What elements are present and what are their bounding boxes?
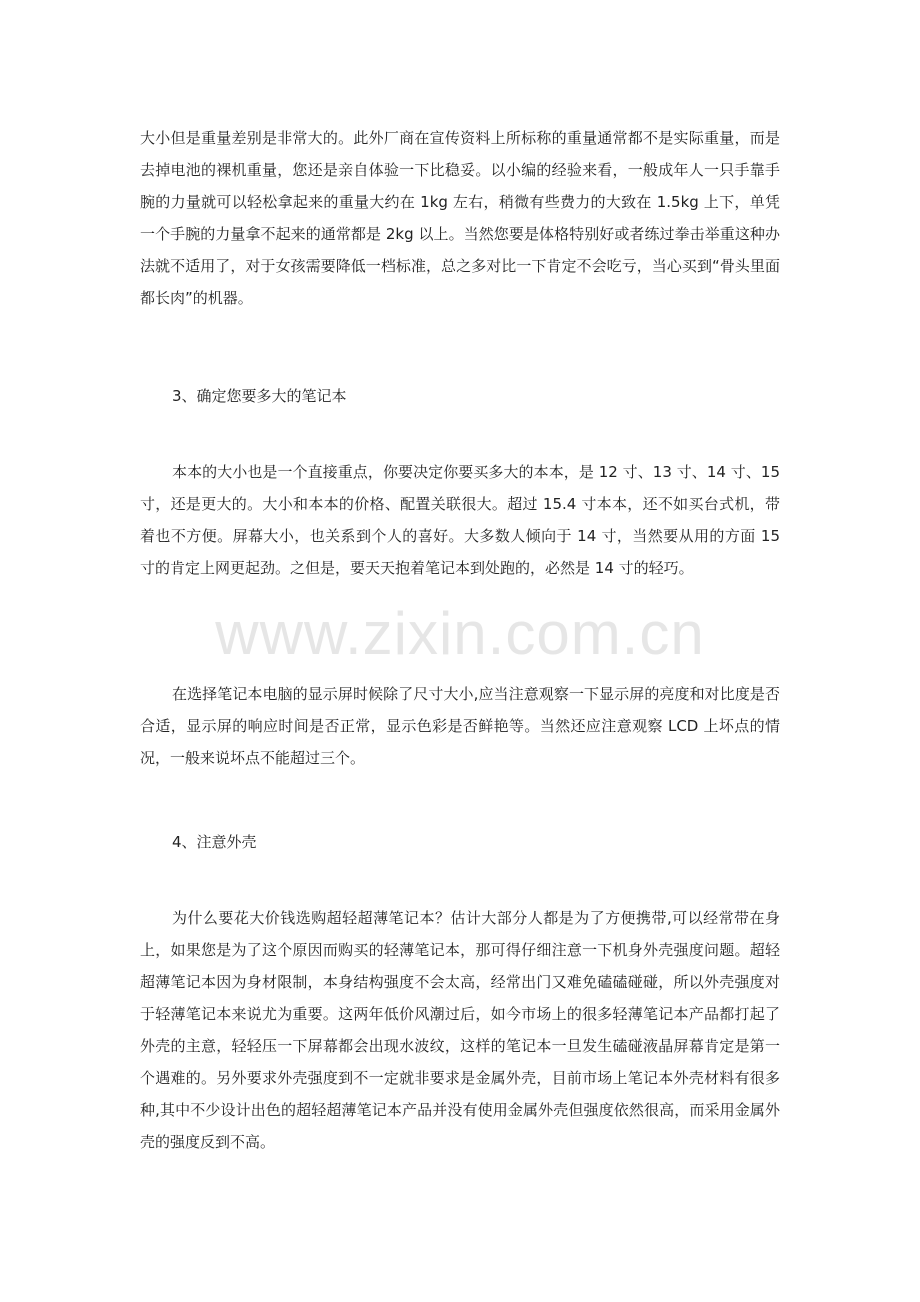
section-heading-4: 4、注意外壳 [172,833,257,851]
paragraph-size: 本本的大小也是一个直接重点，你要决定你要买多大的本本，是 12 寸、13 寸、14 寸、15 寸，还是更大的。大小和本本的价格、配置关联很大。超过 15.4 寸本本，还不如买台式机，带着也不方便。屏幕大小，也关系到个人的喜好。大多数人倾向于 14 寸，当然要从用的方面 15 寸的肯定上网更起劲。之但是，要天天抱着笔记本到处跑的，必然是 14 寸的轻巧。 [140,463,780,577]
watermark: www.zixin.com.cn [215,600,705,667]
paragraph-display: 在选择笔记本电脑的显示屏时候除了尺寸大小,应当注意观察一下显示屏的亮度和对比度是否合适，显示屏的响应时间是否正常，显示色彩是否鲜艳等。当然还应注意观察 LCD 上坏点的情况，一般来说坏点不能超过三个。 [140,685,780,767]
section-heading-3: 3、确定您要多大的笔记本 [172,387,347,405]
paragraph-shell: 为什么要花大价钱选购超轻超薄笔记本？估计大部分人都是为了方便携带,可以经常带在身上，如果您是为了这个原因而购买的轻薄笔记本，那可得仔细注意一下机身外壳强度问题。超轻超薄笔记本因为身材限制，本身结构强度不会太高，经常出门又难免磕磕碰碰，所以外壳强度对于轻薄笔记本来说尤为重要。这两年低价风潮过后，如今市场上的很多轻薄笔记本产品都打起了外壳的主意，轻轻压一下屏幕都会出现水波纹，这样的笔记本一旦发生磕碰液晶屏幕肯定是第一个遇难的。另外要求外壳强度到不一定就非要求是金属外壳，目前市场上笔记本外壳材料有很多种,其中不少设计出色的超轻超薄笔记本产品并没有使用金属外壳但强度依然很高，而采用金属外壳的强度反到不高。 [140,909,780,1151]
paragraph-weight: 大小但是重量差别是非常大的。此外厂商在宣传资料上所标称的重量通常都不是实际重量，而是去掉电池的裸机重量，您还是亲自体验一下比稳妥。以小编的经验来看，一般成年人一只手靠手腕的力量就可以轻松拿起来的重量大约在 1kg 左右，稍微有些费力的大致在 1.5kg 上下，单凭一个手腕的力量拿不起来的通常都是 2kg 以上。当然您要是体格特别好或者练过拳击举重这种办法就不适用了，对于女孩需要降低一档标准，总之多对比一下肯定不会吃亏，当心买到“骨头里面都长肉”的机器。 [140,129,780,307]
